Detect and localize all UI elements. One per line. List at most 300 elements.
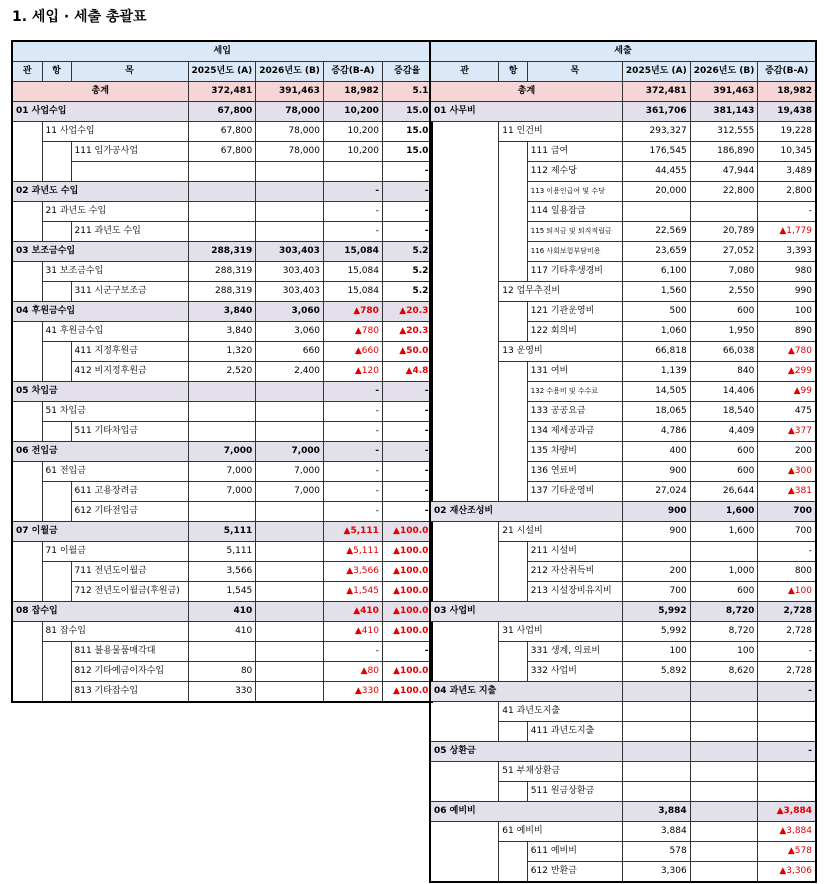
expense-row-mok <box>430 562 816 582</box>
value-2025: 3,840 <box>188 302 256 322</box>
value-diff: 10,200 <box>323 142 382 162</box>
value-diff <box>758 702 816 722</box>
value-rate: 5.1 <box>382 82 432 102</box>
value-2026: 100 <box>690 642 758 662</box>
value-2026 <box>690 782 758 802</box>
indent-cell <box>42 142 71 162</box>
value-2025 <box>188 182 256 202</box>
value-diff: 10,200 <box>323 102 382 122</box>
value-diff: 2,728 <box>758 662 816 682</box>
row-label: 03 사업비 <box>430 602 622 622</box>
row-label: 04 후원금수입 <box>12 302 188 322</box>
row-label: 412 비지정후원금 <box>71 362 188 382</box>
indent-cell <box>42 362 71 382</box>
value-diff <box>758 762 816 782</box>
value-diff: ▲3,884 <box>758 802 816 822</box>
indent-cell <box>430 342 499 362</box>
row-label: 13 운영비 <box>499 342 623 362</box>
expense-row-mok <box>430 142 816 162</box>
value-2026 <box>256 202 324 222</box>
indent-cell <box>430 562 499 582</box>
income-row-hang <box>12 322 432 342</box>
value-2026 <box>256 602 324 622</box>
value-diff: 19,438 <box>758 102 816 122</box>
value-diff: - <box>323 202 382 222</box>
value-2026: 8,620 <box>690 662 758 682</box>
indent-cell <box>12 502 42 522</box>
value-2026: 1,600 <box>690 522 758 542</box>
row-label: 01 사무비 <box>430 102 622 122</box>
value-diff: 15,084 <box>323 242 382 262</box>
indent-cell <box>499 842 527 862</box>
indent-cell <box>430 782 499 802</box>
indent-cell <box>499 262 527 282</box>
value-diff: ▲377 <box>758 422 816 442</box>
indent-cell <box>42 342 71 362</box>
value-2025 <box>188 162 256 182</box>
row-label: 712 전년도이월금(후원금) <box>71 582 188 602</box>
indent-cell <box>12 482 42 502</box>
value-rate: ▲100.0 <box>382 582 432 602</box>
value-diff: - <box>758 542 816 562</box>
expense-row-mok <box>430 422 816 442</box>
value-2026 <box>256 562 324 582</box>
value-diff: - <box>758 742 816 762</box>
value-2025: 27,024 <box>622 482 690 502</box>
value-rate: - <box>382 482 432 502</box>
indent-cell <box>430 382 499 402</box>
indent-cell <box>430 842 499 862</box>
value-2025: 330 <box>188 682 256 703</box>
value-2026: 66,038 <box>690 342 758 362</box>
income-row-gwan <box>12 442 432 462</box>
value-diff: - <box>323 462 382 482</box>
value-rate: - <box>382 642 432 662</box>
value-diff: 19,228 <box>758 122 816 142</box>
value-2025: 288,319 <box>188 242 256 262</box>
value-2025: 1,139 <box>622 362 690 382</box>
expense-row-mok <box>430 662 816 682</box>
value-rate: - <box>382 202 432 222</box>
income-row-hang <box>12 462 432 482</box>
value-diff: - <box>323 442 382 462</box>
income-row-mok <box>12 682 432 703</box>
value-2025: 372,481 <box>622 82 690 102</box>
indent-cell <box>42 222 71 242</box>
value-diff: 2,728 <box>758 602 816 622</box>
row-label: 04 과년도 지출 <box>430 682 622 702</box>
indent-cell <box>499 582 527 602</box>
value-2025: 67,800 <box>188 122 256 142</box>
value-diff <box>758 722 816 742</box>
value-2025: 400 <box>622 442 690 462</box>
value-diff: 15,084 <box>323 282 382 302</box>
value-diff: 980 <box>758 262 816 282</box>
value-diff: ▲578 <box>758 842 816 862</box>
value-2025: 1,545 <box>188 582 256 602</box>
indent-cell <box>12 682 42 703</box>
value-2025 <box>188 422 256 442</box>
indent-cell <box>430 222 499 242</box>
value-2025: 6,100 <box>622 262 690 282</box>
indent-cell <box>499 182 527 202</box>
value-2026: 1,950 <box>690 322 758 342</box>
indent-cell <box>430 862 499 883</box>
value-2025: 5,892 <box>622 662 690 682</box>
row-label: 112 제수당 <box>527 162 622 182</box>
indent-cell <box>499 142 527 162</box>
value-2026: 381,143 <box>690 102 758 122</box>
row-label: 05 상환금 <box>430 742 622 762</box>
value-2026 <box>256 222 324 242</box>
indent-cell <box>12 362 42 382</box>
row-label: 611 예비비 <box>527 842 622 862</box>
value-rate: - <box>382 422 432 442</box>
indent-cell <box>430 302 499 322</box>
value-diff <box>758 782 816 802</box>
indent-cell <box>499 162 527 182</box>
income-row-hang <box>12 402 432 422</box>
value-2025: 3,884 <box>622 802 690 822</box>
indent-cell <box>430 122 499 142</box>
value-2026: 3,060 <box>256 302 324 322</box>
value-diff: ▲299 <box>758 362 816 382</box>
value-2026: 78,000 <box>256 102 324 122</box>
value-2025 <box>622 542 690 562</box>
value-2025: 410 <box>188 622 256 642</box>
value-diff: - <box>323 382 382 402</box>
expense-row-gwan <box>430 502 816 522</box>
value-diff: ▲410 <box>323 622 382 642</box>
indent-cell <box>499 402 527 422</box>
income-row-mok <box>12 282 432 302</box>
expense-row-gwan <box>430 602 816 622</box>
indent-cell <box>499 222 527 242</box>
value-diff: ▲780 <box>323 302 382 322</box>
value-2026 <box>690 542 758 562</box>
value-2026 <box>256 162 324 182</box>
income-row-mok <box>12 162 432 182</box>
row-label: 812 기타예금이자수입 <box>71 662 188 682</box>
value-rate: 15.0 <box>382 142 432 162</box>
indent-cell <box>430 702 499 722</box>
value-diff: 800 <box>758 562 816 582</box>
row-label: 411 과년도지출 <box>527 722 622 742</box>
value-diff: 100 <box>758 302 816 322</box>
value-2026: 8,720 <box>690 622 758 642</box>
value-2025: 1,320 <box>188 342 256 362</box>
expense-row-mok <box>430 482 816 502</box>
value-diff: 700 <box>758 522 816 542</box>
row-label: 21 시설비 <box>499 522 623 542</box>
expense-row-mok <box>430 222 816 242</box>
row-label: 311 시군구보조금 <box>71 282 188 302</box>
expense-row-mok <box>430 402 816 422</box>
value-2026 <box>256 402 324 422</box>
summary-tables <box>11 40 817 880</box>
income-row-mok <box>12 562 432 582</box>
value-diff: ▲330 <box>323 682 382 703</box>
value-2025: 44,455 <box>622 162 690 182</box>
income-row-gwan <box>12 242 432 262</box>
expense-row-mok <box>430 542 816 562</box>
value-2026 <box>690 682 758 702</box>
value-diff: - <box>323 402 382 422</box>
value-2026: 14,406 <box>690 382 758 402</box>
value-2026: 27,052 <box>690 242 758 262</box>
value-diff: ▲1,545 <box>323 582 382 602</box>
row-label: 61 예비비 <box>499 822 623 842</box>
value-rate: - <box>382 462 432 482</box>
indent-cell <box>499 782 527 802</box>
value-2025: 1,060 <box>622 322 690 342</box>
value-rate: ▲100.0 <box>382 602 432 622</box>
expense-row-hang <box>430 122 816 142</box>
indent-cell <box>499 542 527 562</box>
expense-row-total <box>430 82 816 102</box>
income-column-header-row <box>12 62 432 82</box>
indent-cell <box>42 422 71 442</box>
value-2026: 22,800 <box>690 182 758 202</box>
value-2026: 18,540 <box>690 402 758 422</box>
value-diff: ▲300 <box>758 462 816 482</box>
indent-cell <box>430 202 499 222</box>
indent-cell <box>499 362 527 382</box>
value-2026: 1,600 <box>690 502 758 522</box>
value-2025 <box>188 502 256 522</box>
income-row-mok <box>12 582 432 602</box>
value-diff: 2,728 <box>758 622 816 642</box>
value-2026: 7,000 <box>256 482 324 502</box>
row-label <box>71 162 188 182</box>
value-2026: 303,403 <box>256 242 324 262</box>
income-row-gwan <box>12 602 432 622</box>
value-rate: ▲100.0 <box>382 622 432 642</box>
expense-row-mok <box>430 442 816 462</box>
row-label: 811 불용물품매각대 <box>71 642 188 662</box>
indent-cell <box>430 442 499 462</box>
expense-section-title: 세출 <box>430 41 816 62</box>
value-2025 <box>622 702 690 722</box>
indent-cell <box>42 502 71 522</box>
row-label: 21 과년도 수입 <box>42 202 188 222</box>
value-2026 <box>256 422 324 442</box>
value-2026: 7,000 <box>256 442 324 462</box>
value-2025: 67,800 <box>188 142 256 162</box>
value-2026: 312,555 <box>690 122 758 142</box>
value-diff: - <box>323 222 382 242</box>
income-row-mok <box>12 222 432 242</box>
expense-row-mok <box>430 642 816 662</box>
row-label: 71 이월금 <box>42 542 188 562</box>
indent-cell <box>499 242 527 262</box>
indent-cell <box>430 622 499 642</box>
value-2026: 26,644 <box>690 482 758 502</box>
income-row-total <box>12 82 432 102</box>
indent-cell <box>12 342 42 362</box>
row-label: 122 회의비 <box>527 322 622 342</box>
expense-row-hang <box>430 342 816 362</box>
value-2025 <box>622 782 690 802</box>
value-rate: - <box>382 402 432 422</box>
value-2025: 14,505 <box>622 382 690 402</box>
value-diff: ▲780 <box>758 342 816 362</box>
indent-cell <box>12 422 42 442</box>
value-2026 <box>690 822 758 842</box>
indent-cell <box>499 302 527 322</box>
indent-cell <box>42 562 71 582</box>
income-column-header: 증감율 <box>382 62 432 82</box>
value-2026 <box>256 522 324 542</box>
value-2025 <box>188 642 256 662</box>
income-row-mok <box>12 342 432 362</box>
indent-cell <box>430 242 499 262</box>
value-rate: ▲100.0 <box>382 522 432 542</box>
expense-section-header-row <box>430 41 816 62</box>
value-2025: 900 <box>622 462 690 482</box>
value-rate: 15.0 <box>382 102 432 122</box>
indent-cell <box>12 142 42 162</box>
indent-cell <box>430 422 499 442</box>
indent-cell <box>42 482 71 502</box>
row-label: 511 원금상환금 <box>527 782 622 802</box>
indent-cell <box>430 542 499 562</box>
expense-column-header: 관 <box>430 62 499 82</box>
row-label: 12 업무추진비 <box>499 282 623 302</box>
value-2026: 391,463 <box>690 82 758 102</box>
value-2026 <box>256 662 324 682</box>
value-rate: ▲20.3 <box>382 302 432 322</box>
value-rate: 5.2 <box>382 262 432 282</box>
value-diff: ▲381 <box>758 482 816 502</box>
value-diff: ▲780 <box>323 322 382 342</box>
indent-cell <box>499 322 527 342</box>
value-2025: 22,569 <box>622 222 690 242</box>
indent-cell <box>430 402 499 422</box>
value-diff: ▲3,884 <box>758 822 816 842</box>
indent-cell <box>430 582 499 602</box>
value-diff: - <box>758 642 816 662</box>
indent-cell <box>42 162 71 182</box>
indent-cell <box>430 322 499 342</box>
row-label: 331 생계, 의료비 <box>527 642 622 662</box>
indent-cell <box>430 762 499 782</box>
value-2025: 361,706 <box>622 102 690 122</box>
indent-cell <box>12 542 42 562</box>
expense-row-hang <box>430 622 816 642</box>
row-label: 81 잡수입 <box>42 622 188 642</box>
value-rate: - <box>382 182 432 202</box>
value-2025: 288,319 <box>188 262 256 282</box>
value-2026 <box>256 182 324 202</box>
indent-cell <box>42 662 71 682</box>
value-2025 <box>188 402 256 422</box>
row-label: 511 기타차입금 <box>71 422 188 442</box>
value-rate: - <box>382 442 432 462</box>
value-2025: 7,000 <box>188 462 256 482</box>
expense-table <box>429 40 817 883</box>
row-label: 61 전입금 <box>42 462 188 482</box>
indent-cell <box>430 642 499 662</box>
value-2025: 20,000 <box>622 182 690 202</box>
expense-row-mok <box>430 262 816 282</box>
value-2026 <box>256 642 324 662</box>
income-row-gwan <box>12 382 432 402</box>
value-2026 <box>690 802 758 822</box>
value-2025: 18,065 <box>622 402 690 422</box>
income-row-gwan <box>12 522 432 542</box>
value-2025: 1,560 <box>622 282 690 302</box>
expense-row-mok <box>430 462 816 482</box>
indent-cell <box>12 462 42 482</box>
expense-row-hang <box>430 282 816 302</box>
income-row-hang <box>12 122 432 142</box>
value-2025: 900 <box>622 502 690 522</box>
value-diff: ▲80 <box>323 662 382 682</box>
value-2026: 600 <box>690 462 758 482</box>
value-rate: - <box>382 382 432 402</box>
value-2026: 303,403 <box>256 262 324 282</box>
value-2026: 1,000 <box>690 562 758 582</box>
indent-cell <box>430 522 499 542</box>
row-label: 115 퇴직금 및 퇴직적립금 <box>527 222 622 242</box>
expense-row-mok <box>430 202 816 222</box>
indent-cell <box>499 562 527 582</box>
value-diff: 890 <box>758 322 816 342</box>
value-diff: ▲5,111 <box>323 542 382 562</box>
row-label: 137 기타운영비 <box>527 482 622 502</box>
expense-column-header: 2026년도 (B) <box>690 62 758 82</box>
row-label: 212 자산취득비 <box>527 562 622 582</box>
expense-column-header: 목 <box>527 62 622 82</box>
value-2025: 3,840 <box>188 322 256 342</box>
income-row-hang <box>12 262 432 282</box>
value-2025: 4,786 <box>622 422 690 442</box>
expense-row-hang <box>430 522 816 542</box>
value-2026: 840 <box>690 362 758 382</box>
indent-cell <box>430 362 499 382</box>
value-diff: ▲120 <box>323 362 382 382</box>
value-diff: - <box>758 682 816 702</box>
value-rate: ▲100.0 <box>382 562 432 582</box>
income-column-header: 증감(B-A) <box>323 62 382 82</box>
value-2026 <box>690 842 758 862</box>
income-row-mok <box>12 362 432 382</box>
row-label: 332 사업비 <box>527 662 622 682</box>
row-label: 711 전년도이월금 <box>71 562 188 582</box>
income-column-header: 목 <box>71 62 188 82</box>
row-label: 41 후원금수입 <box>42 322 188 342</box>
income-column-header: 항 <box>42 62 71 82</box>
value-2026 <box>690 202 758 222</box>
expense-row-hang <box>430 762 816 782</box>
value-2026: 600 <box>690 582 758 602</box>
expense-row-mok <box>430 842 816 862</box>
value-diff: 2,800 <box>758 182 816 202</box>
value-2025: 3,884 <box>622 822 690 842</box>
value-diff <box>323 162 382 182</box>
row-label: 41 과년도지출 <box>499 702 623 722</box>
value-2026: 47,944 <box>690 162 758 182</box>
row-label: 134 제세공과금 <box>527 422 622 442</box>
row-label: 135 차량비 <box>527 442 622 462</box>
value-2026: 391,463 <box>256 82 324 102</box>
value-diff: ▲410 <box>323 602 382 622</box>
indent-cell <box>430 662 499 682</box>
expense-row-mok <box>430 162 816 182</box>
value-diff: 990 <box>758 282 816 302</box>
value-2025 <box>622 202 690 222</box>
